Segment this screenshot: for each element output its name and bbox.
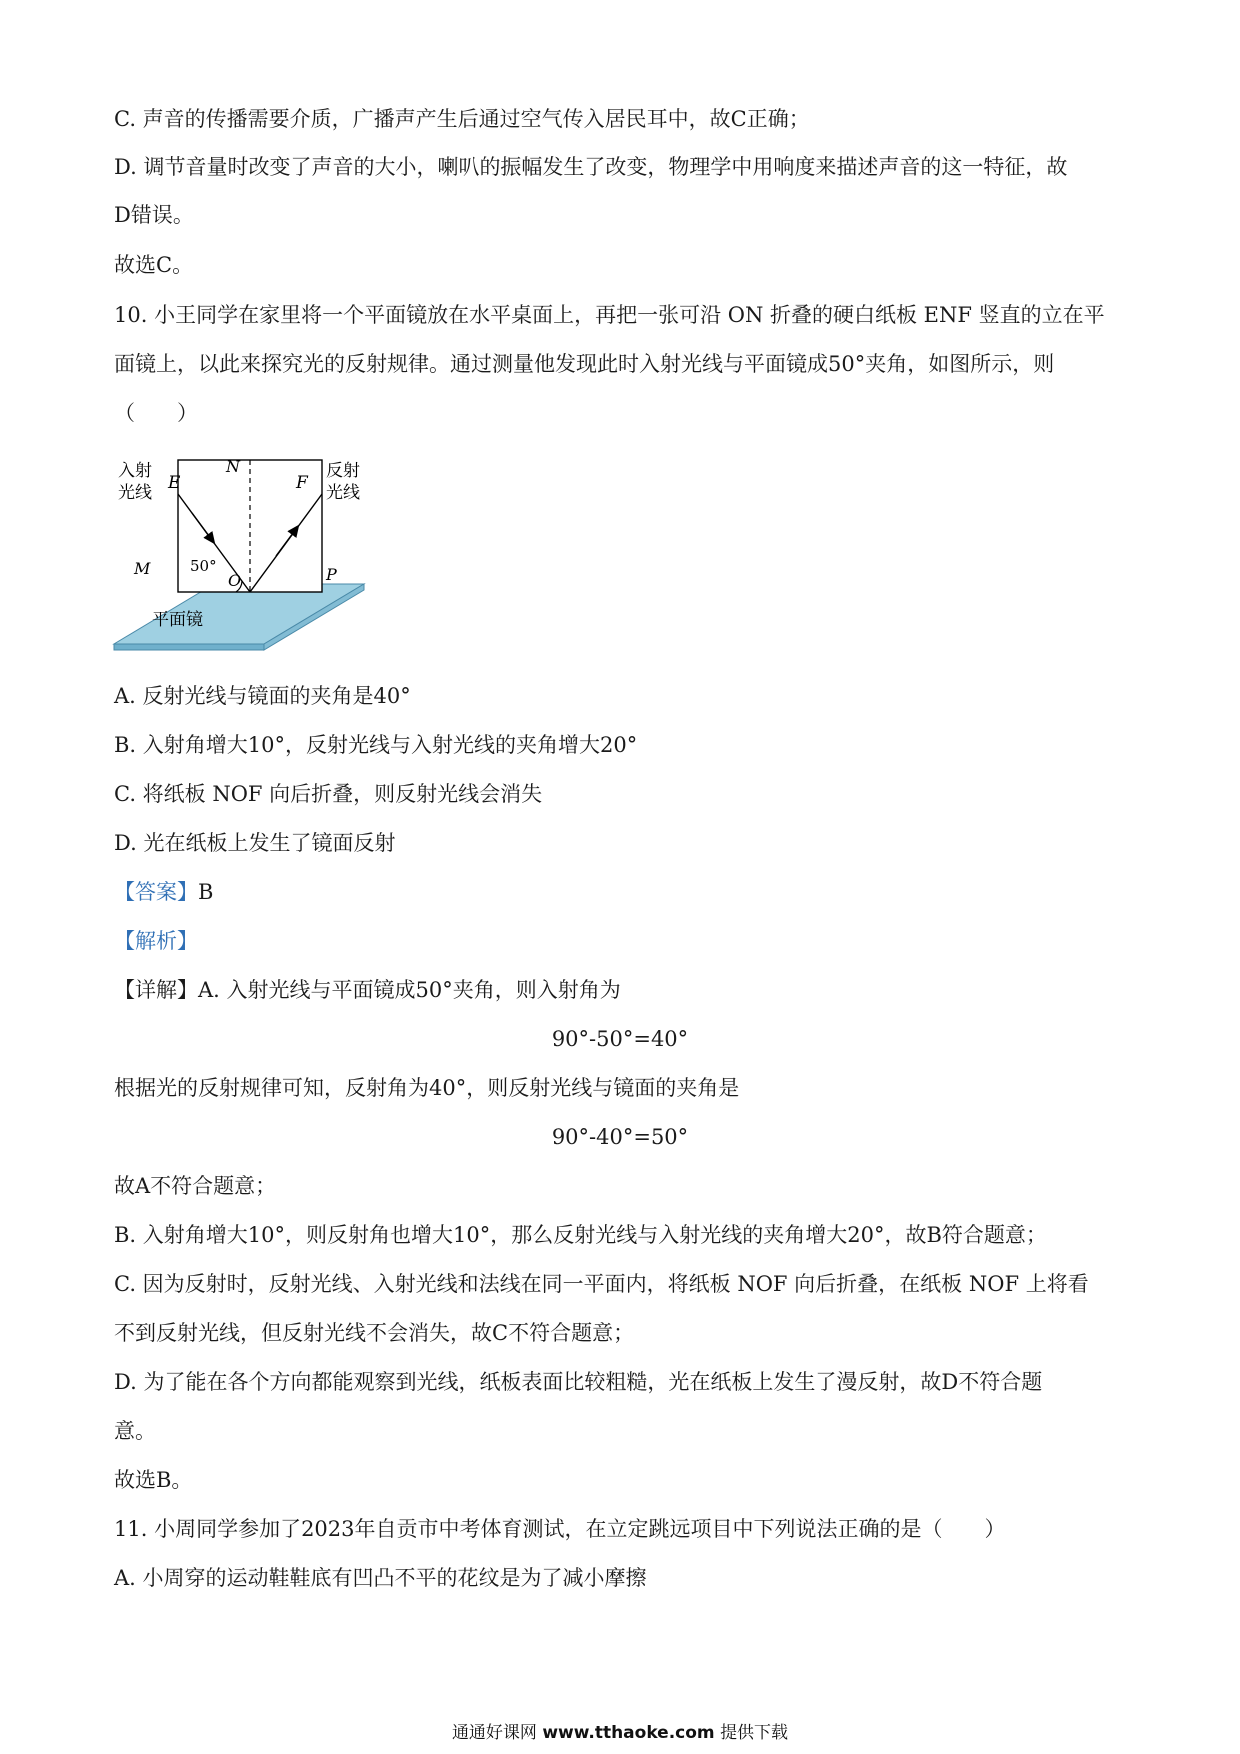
selection-q9: 故选C。 bbox=[114, 253, 194, 277]
formula-2: 90°-40°=50° bbox=[551, 1125, 689, 1149]
label-O: O bbox=[228, 571, 242, 590]
label-incident-2: 光线 bbox=[118, 483, 152, 503]
reflection-diagram bbox=[112, 448, 412, 654]
c-explanation-line1: C. 因为反射时，反射光线、入射光线和法线在同一平面内，将纸板 NOF 向后折叠，在纸板 NOF 上将看 bbox=[114, 1272, 1089, 1296]
option-d-q9-line1: D. 调节音量时改变了声音的大小，喇叭的振幅发生了改变，物理学中用响度来描述声音的这一特征，故 bbox=[114, 155, 1068, 179]
analysis-tag: 【解析】 bbox=[114, 929, 198, 953]
detail-line-a bbox=[114, 975, 1124, 1005]
mirror-edge bbox=[114, 644, 264, 650]
label-N: N bbox=[226, 457, 240, 476]
option-c-q9: C. 声音的传播需要介质，广播声产生后通过空气传入居民耳中，故C正确； bbox=[114, 107, 810, 131]
label-E: E bbox=[168, 473, 181, 493]
option-a-q10: A. 反射光线与镜面的夹角是40° bbox=[114, 684, 411, 708]
answer-value: B bbox=[198, 880, 214, 904]
detail-tag: 【详解】 bbox=[114, 978, 198, 1002]
formula-1: 90°-50°=40° bbox=[551, 1027, 689, 1051]
footer-url[interactable]: www.tthaoke.com bbox=[542, 1723, 715, 1743]
option-d-q10: D. 光在纸板上发生了镜面反射 bbox=[114, 831, 396, 855]
reflection-rule-line: 根据光的反射规律可知，反射角为40°，则反射光线与镜面的夹角是 bbox=[114, 1076, 740, 1100]
label-reflect-1: 反射 bbox=[326, 461, 360, 481]
label-reflect-2: 光线 bbox=[326, 483, 360, 503]
answer-tag: 【答案】 bbox=[114, 880, 198, 904]
label-F: F bbox=[296, 473, 308, 493]
detail-a-text: A. 入射光线与平面镜成50°夹角，则入射角为 bbox=[198, 978, 621, 1002]
b-explanation: B. 入射角增大10°，则反射角也增大10°，那么反射光线与入射光线的夹角增大20°，故B符合题意； bbox=[114, 1223, 1047, 1247]
d-explanation-line2: 意。 bbox=[114, 1419, 156, 1443]
label-P: P bbox=[326, 565, 337, 584]
question-10-blank: （ ） bbox=[114, 401, 198, 425]
selection-q10: 故选B。 bbox=[114, 1468, 193, 1492]
a-conclusion: 故A不符合题意； bbox=[114, 1174, 277, 1198]
option-b-q10: B. 入射角增大10°，反射光线与入射光线的夹角增大20° bbox=[114, 733, 638, 757]
label-incident-1: 入射 bbox=[118, 461, 152, 481]
label-mirror: 平面镜 bbox=[152, 610, 203, 630]
label-angle: 50° bbox=[190, 557, 217, 575]
footer-suffix: 提供下载 bbox=[720, 1723, 789, 1743]
question-10-line1: 10. 小王同学在家里将一个平面镜放在水平桌面上，再把一张可沿 ON 折叠的硬白纸板 ENF 竖直的立在平 bbox=[114, 303, 1105, 327]
c-explanation-line2: 不到反射光线，但反射光线不会消失，故C不符合题意； bbox=[114, 1321, 635, 1345]
label-M: M bbox=[134, 559, 151, 578]
footer-site: 通通好课网 bbox=[451, 1723, 537, 1743]
answer-line bbox=[114, 877, 1124, 907]
question-11: 11. 小周同学参加了2023年自贡市中考体育测试，在立定跳远项目中下列说法正确的是（ ） bbox=[114, 1517, 1006, 1541]
question-10-line2: 面镜上，以此来探究光的反射规律。通过测量他发现此时入射光线与平面镜成50°夹角，如图所示，则 bbox=[114, 352, 1055, 376]
page-footer bbox=[0, 1718, 1240, 1743]
option-d-q9-line2: D错误。 bbox=[114, 203, 194, 227]
option-c-q10: C. 将纸板 NOF 向后折叠，则反射光线会消失 bbox=[114, 782, 543, 806]
d-explanation-line1: D. 为了能在各个方向都能观察到光线，纸板表面比较粗糙，光在纸板上发生了漫反射，故D不符合题 bbox=[114, 1370, 1043, 1394]
option-a-q11: A. 小周穿的运动鞋鞋底有凹凸不平的花纹是为了减小摩擦 bbox=[114, 1566, 647, 1590]
